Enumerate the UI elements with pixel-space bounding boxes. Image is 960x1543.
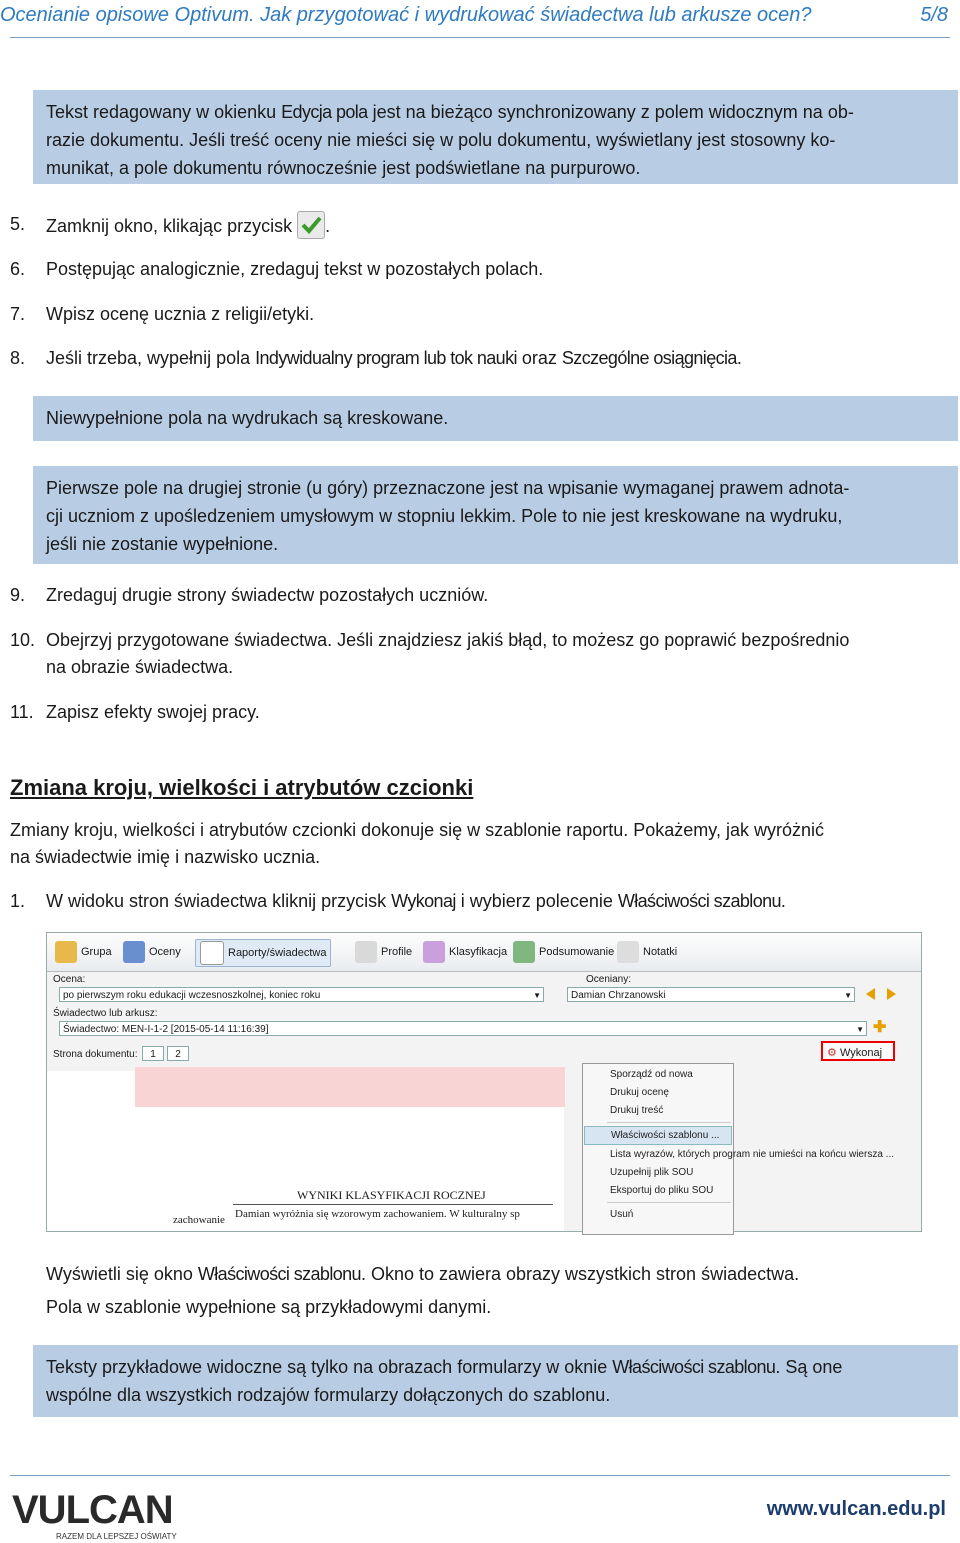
section-heading: Zmiana kroju, wielkości i atrybutów czcionki	[10, 775, 474, 800]
page-tab-2[interactable]: 2	[167, 1046, 189, 1061]
oceniany-label: Oceniany:	[586, 974, 632, 985]
step-number: 1.	[10, 891, 26, 911]
step-number: 10.	[10, 630, 36, 650]
field-name: Szczególne osiągnięcia	[561, 348, 737, 368]
page-header	[0, 0, 960, 40]
page-number: 5/8	[920, 4, 948, 26]
note-annotation: Pierwsze pole na drugiej stronie (u góry) przeznaczone jest na wpisanie wymaganej prawem adnota- cji uczniom z upośledzeniem umysłowym w stopniu lekkim. Pole to nie jest kreskowane na wydruku, jeśli nie zostanie wypełnione.	[33, 466, 958, 564]
toolbar-button-oceny[interactable]: Oceny	[119, 939, 185, 965]
footer-url[interactable]: www.vulcan.edu.pl	[766, 1498, 946, 1520]
document-text: Damian wyróżnia się wzorowym zachowaniem. W kulturalny sp	[235, 1208, 520, 1220]
logo-text: VULCAN	[12, 1488, 173, 1532]
document-label: zachowanie	[173, 1214, 225, 1226]
step-6: Postępując analogicznie, zredaguj tekst w pozostałych polach.	[46, 259, 544, 279]
menu-item[interactable]: Uzupełnij plik SOU	[610, 1167, 694, 1178]
step-number: 9.	[10, 585, 26, 605]
logo-tagline: RAZEM DLA LEPSZEJ OŚWIATY	[56, 1532, 177, 1541]
step-7: Wpisz ocenę ucznia z religii/etyki.	[46, 304, 315, 324]
after-paragraph: Wyświetli się okno Właściwości szablonu. Okno to zawiera obrazy wszystkich stron świadectwa.	[46, 1264, 800, 1284]
step-10: Obejrzyj przygotowane świadectwa. Jeśli znajdziesz jakiś błąd, to możesz go poprawić bezpośrednio na obrazie świadectwa.	[46, 630, 850, 677]
chevron-down-icon: ▼	[856, 1025, 864, 1034]
previous-arrow-icon[interactable]	[866, 988, 875, 1000]
chevron-down-icon: ▼	[533, 991, 541, 1000]
step-9: Zredaguj drugie strony świadectw pozostałych uczniów.	[46, 585, 489, 605]
toolbar-button-klasyfikacja[interactable]: Klasyfikacja	[419, 939, 511, 965]
window-name: Właściwości szablonu	[197, 1264, 361, 1284]
toolbar-button-podsumowanie[interactable]: Podsumowanie	[509, 939, 618, 965]
note-sample-text: Teksty przykładowe widoczne są tylko na obrazach formularzy w oknie Właściwości szablonu. Są one wspólne dla wszystkich rodzajów formularzy dołączonych do szablonu.	[33, 1345, 958, 1417]
menu-item-wlasciwosci[interactable]: Właściwości szablonu ...	[584, 1126, 732, 1145]
folder-icon	[55, 941, 77, 963]
menu-item[interactable]: Lista wyrazów, których program nie umieści na końcu wiersza ...	[610, 1149, 894, 1160]
section-paragraph: Zmiany kroju, wielkości i atrybutów czcionki dokonuje się w szablonie raportu. Pokażemy, jak wyróżnić na świadectwie imię i nazwisko ucznia.	[10, 820, 824, 867]
field-name: Indywidualny program lub tok nauki	[255, 348, 517, 368]
step-11: Zapisz efekty swojej pracy.	[46, 702, 260, 722]
toolbar-button-notatki[interactable]: Notatki	[613, 939, 681, 965]
step-number: 11.	[10, 702, 34, 722]
note-text: munikat, a pole dokumentu równocześnie jest podświetlane na purpurowo.	[46, 158, 641, 178]
notes-icon	[617, 941, 639, 963]
checkmark-icon	[297, 211, 325, 239]
note-sync	[33, 90, 958, 184]
document-rule	[233, 1204, 553, 1205]
button-name: Wykonaj	[391, 891, 456, 911]
note-dashed: Niewypełnione pola na wydrukach są kreskowane.	[33, 396, 958, 441]
note-text: razie dokumentu. Jeśli treść oceny nie mieści się w polu dokumentu, wyświetlany jest stosowny ko-	[46, 130, 836, 150]
add-icon[interactable]: ✚	[873, 1019, 887, 1036]
strona-label: Strona dokumentu:	[53, 1049, 138, 1060]
note-text: Tekst redagowany w okienku	[46, 102, 282, 122]
menu-item[interactable]: Usuń	[610, 1209, 634, 1220]
summary-icon	[513, 941, 535, 963]
step-8: Jeśli trzeba, wypełnij pola Indywidualny program lub tok nauki oraz Szczególne osiągnięcia.	[46, 348, 742, 368]
step-5: Zamknij okno, klikając przycisk .	[46, 211, 948, 240]
step-number: 5.	[10, 214, 26, 234]
ocena-label: Ocena:	[53, 974, 86, 985]
document-heading: WYNIKI KLASYFIKACJI ROCZNEJ	[297, 1188, 486, 1202]
menu-separator	[607, 1122, 731, 1123]
step-number: 8.	[10, 348, 26, 368]
menu-item[interactable]: Drukuj ocenę	[610, 1087, 669, 1098]
step-text: Zamknij okno, klikając przycisk	[46, 216, 293, 236]
menu-separator	[607, 1202, 731, 1203]
wykonaj-menu	[582, 1063, 894, 1235]
profile-icon	[355, 941, 377, 963]
toolbar-button-profile[interactable]: Profile	[351, 939, 416, 965]
command-name: Właściwości szablonu	[617, 891, 781, 911]
note-term: Edycja pola	[281, 102, 368, 122]
toolbar	[47, 933, 921, 972]
after-paragraph-2: Pola w szablonie wypełnione są przykładowymi danymi.	[46, 1297, 492, 1317]
header-divider	[10, 37, 950, 38]
menu-item[interactable]: Eksportuj do pliku SOU	[610, 1185, 714, 1196]
wykonaj-button[interactable]: ⚙ Wykonaj	[821, 1041, 895, 1061]
app-screenshot	[46, 932, 922, 1232]
toolbar-button-raporty[interactable]: Raporty/świadectwa	[195, 939, 331, 967]
step-number: 6.	[10, 259, 26, 279]
grid-icon	[423, 941, 445, 963]
document-icon	[200, 941, 224, 965]
toolbar-button-grupa[interactable]: Grupa	[51, 939, 116, 965]
gear-icon: ⚙	[827, 1047, 837, 1059]
step-number: 7.	[10, 304, 26, 324]
highlighted-field	[135, 1067, 565, 1107]
oceniany-select[interactable]: Damian Chrzanowski ▼	[567, 987, 855, 1002]
note-text: jest na bieżąco synchronizowany z polem widocznym na ob-	[367, 102, 854, 122]
vulcan-logo	[12, 1490, 177, 1541]
header-title: Ocenianie opisowe Optivum. Jak przygotować i wydrukować świadectwa lub arkusze ocen?	[0, 4, 812, 26]
template-select[interactable]: Świadectwo: MEN-I-1-2 [2015-05-14 11:16:39] ▼	[59, 1021, 867, 1036]
wzor-label: Świadectwo lub arkusz:	[53, 1008, 158, 1019]
page-tab-1[interactable]: 1	[142, 1046, 164, 1061]
chevron-down-icon: ▼	[844, 991, 852, 1000]
menu-item[interactable]: Drukuj treść	[610, 1105, 664, 1116]
step-1: W widoku stron świadectwa kliknij przycisk Wykonaj i wybierz polecenie Właściwości szablonu.	[46, 891, 786, 911]
next-arrow-icon[interactable]	[887, 988, 896, 1000]
footer-divider	[10, 1475, 950, 1476]
document-preview	[47, 1071, 564, 1231]
ocena-select[interactable]: po pierwszym roku edukacji wczesnoszkolnej, koniec roku ▼	[59, 987, 544, 1002]
menu-item[interactable]: Sporządź od nowa	[610, 1069, 693, 1080]
pen-icon	[123, 941, 145, 963]
